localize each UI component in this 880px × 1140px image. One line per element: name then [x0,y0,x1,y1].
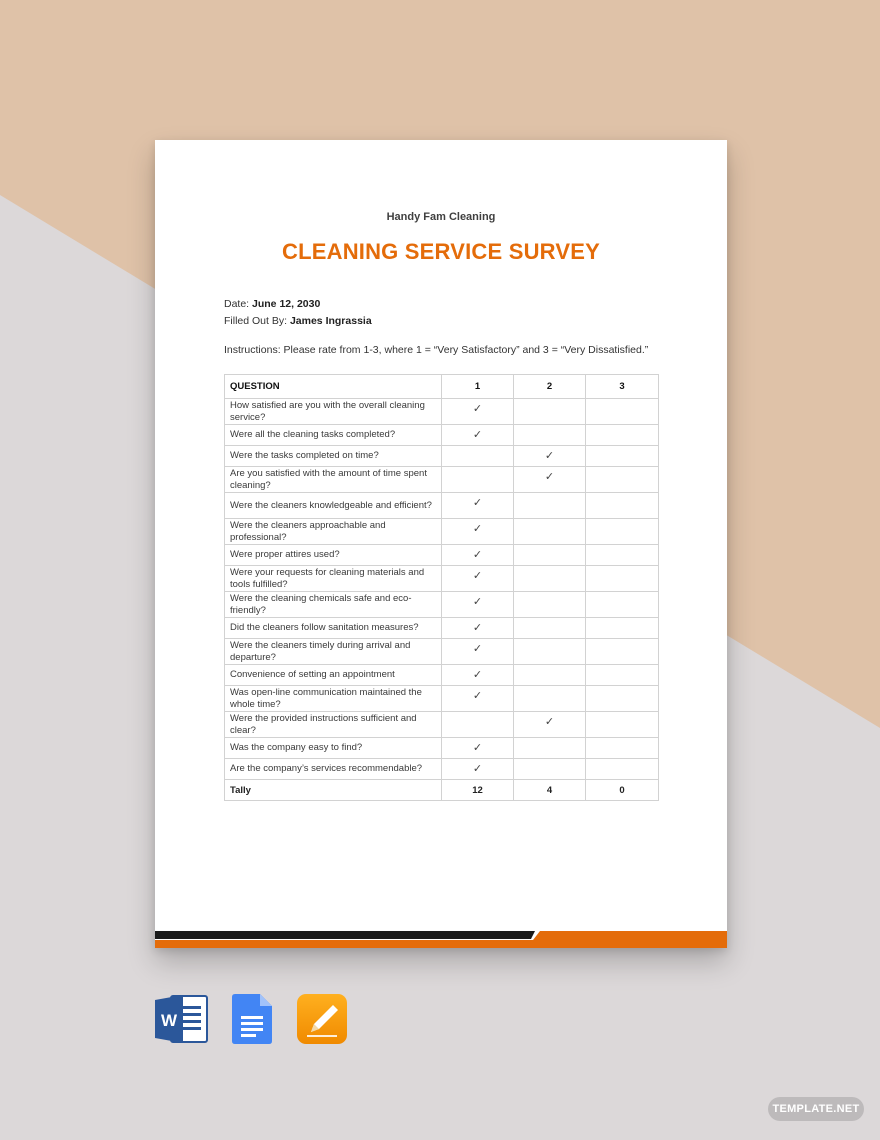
question-cell: How satisfied are you with the overall cleaning service? [225,399,442,425]
check-mark-icon: ✓ [442,592,514,618]
rating-cell-empty [586,566,659,592]
table-row [225,639,659,665]
table-row [225,493,659,519]
check-mark-icon: ✓ [442,738,514,759]
tally-2: 4 [514,780,586,801]
rating-cell-empty [586,493,659,519]
table-row [225,738,659,759]
rating-cell-empty [586,712,659,738]
table-row [225,712,659,738]
rating-cell-empty [514,399,586,425]
footer-stripe [155,927,727,948]
table-row [225,425,659,446]
rating-cell-empty [514,519,586,545]
check-mark-icon: ✓ [442,639,514,665]
question-cell: Were your requests for cleaning materials and tools fulfilled? [225,566,442,592]
rating-cell-empty [586,686,659,712]
rating-cell-empty [586,425,659,446]
question-cell: Was the company easy to find? [225,738,442,759]
table-row [225,446,659,467]
table-row [225,592,659,618]
word-icon[interactable] [155,994,207,1044]
word-icon-letter: W [160,1011,178,1030]
table-row [225,566,659,592]
table-row [225,665,659,686]
date-line [224,298,320,310]
rating-cell-empty [514,665,586,686]
question-cell: Are you satisfied with the amount of time spent cleaning? [225,467,442,493]
question-cell: Are the company’s services recommendable? [225,759,442,780]
company-name: Handy Fam Cleaning [386,211,496,223]
date-label: Date: [224,298,253,310]
table-row [225,467,659,493]
table-body [225,399,659,780]
table-row [225,686,659,712]
rating-cell-empty [514,759,586,780]
rating-cell-empty [586,759,659,780]
rating-cell-empty [586,665,659,686]
rating-cell-empty [586,639,659,665]
table-header-row [225,375,659,399]
document-page [155,140,727,948]
rating-cell-empty [442,712,514,738]
rating-cell-empty [586,446,659,467]
rating-cell-empty [514,425,586,446]
survey-title: CLEANING SERVICE SURVEY [282,239,600,264]
check-mark-icon: ✓ [442,519,514,545]
check-mark-icon: ✓ [514,467,586,493]
question-cell: Did the cleaners follow sanitation measures? [225,618,442,639]
check-mark-icon: ✓ [442,759,514,780]
survey-table [224,374,659,801]
rating-cell-empty [586,399,659,425]
check-mark-icon: ✓ [514,446,586,467]
table-row [225,618,659,639]
tally-3: 0 [586,780,659,801]
rating-cell-empty [514,493,586,519]
table-row [225,519,659,545]
check-mark-icon: ✓ [514,712,586,738]
filled-out-line [224,315,372,327]
question-cell: Were all the cleaning tasks completed? [225,425,442,446]
template-net-watermark: TEMPLATE.NET [768,1097,864,1121]
question-cell: Were the provided instructions sufficient and clear? [225,712,442,738]
rating-cell-empty [586,592,659,618]
filled-label: Filled Out By: [224,315,290,327]
header-rating-3: 3 [586,375,659,399]
check-mark-icon: ✓ [442,566,514,592]
rating-cell-empty [514,618,586,639]
rating-cell-empty [586,519,659,545]
rating-cell-empty [586,545,659,566]
header-rating-2: 2 [514,375,586,399]
rating-cell-empty [586,467,659,493]
rating-cell-empty [514,686,586,712]
question-cell: Were the cleaners knowledgeable and efficient? [225,493,442,519]
filled-value: James Ingrassia [289,315,372,327]
header-question: QUESTION [225,375,442,399]
check-mark-icon: ✓ [442,665,514,686]
tally-row [225,780,659,801]
table-row [225,759,659,780]
rating-cell-empty [442,467,514,493]
pages-icon[interactable] [297,994,349,1044]
question-cell: Were the cleaners timely during arrival and departure? [225,639,442,665]
question-cell: Were the cleaners approachable and professional? [225,519,442,545]
table-row [225,399,659,425]
question-cell: Were the tasks completed on time? [225,446,442,467]
tally-1: 12 [442,780,514,801]
question-cell: Were the cleaning chemicals safe and eco-friendly? [225,592,442,618]
check-mark-icon: ✓ [442,618,514,639]
question-cell: Was open-line communication maintained the whole time? [225,686,442,712]
question-cell: Were proper attires used? [225,545,442,566]
check-mark-icon: ✓ [442,425,514,446]
check-mark-icon: ✓ [442,545,514,566]
instructions: Instructions: Please rate from 1-3, where 1 = “Very Satisfactory” and 3 = “Very Dissatisfied.” [224,344,649,356]
rating-cell-empty [514,738,586,759]
rating-cell-empty [514,545,586,566]
question-cell: Convenience of setting an appointment [225,665,442,686]
check-mark-icon: ✓ [442,493,514,519]
date-value: June 12, 2030 [252,298,321,310]
table-row [225,545,659,566]
rating-cell-empty [514,592,586,618]
tally-label: Tally [225,780,442,801]
check-mark-icon: ✓ [442,399,514,425]
rating-cell-empty [514,639,586,665]
rating-cell-empty [514,566,586,592]
rating-cell-empty [442,446,514,467]
header-rating-1: 1 [442,375,514,399]
google-docs-icon[interactable] [232,994,284,1044]
rating-cell-empty [586,618,659,639]
check-mark-icon: ✓ [442,686,514,712]
rating-cell-empty [586,738,659,759]
